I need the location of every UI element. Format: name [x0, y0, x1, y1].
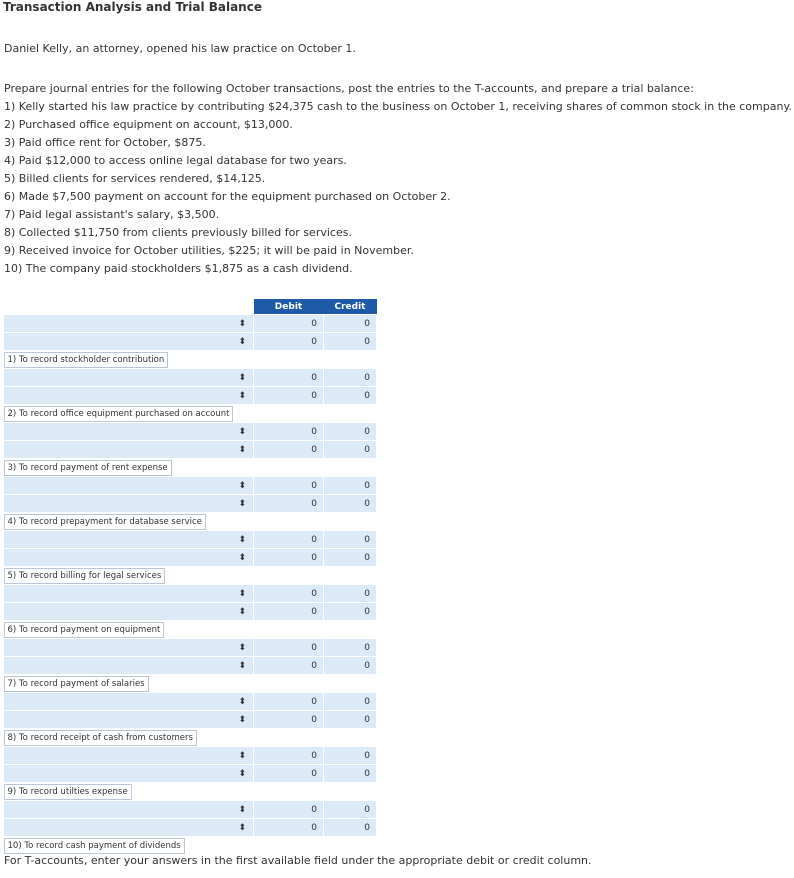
credit-field[interactable]: 0: [324, 711, 377, 729]
transaction-item: 8) Collected $11,750 from clients previously billed for services.: [4, 226, 352, 239]
debit-field[interactable]: 0: [254, 423, 324, 441]
entry-description-cell: [4, 351, 377, 369]
entry-description-row: [4, 621, 377, 639]
select-updown-icon: ⬍: [238, 750, 245, 761]
debit-field[interactable]: 0: [254, 585, 324, 603]
journal-entry-row: [4, 801, 377, 819]
credit-field[interactable]: 0: [324, 441, 377, 459]
page-title: Transaction Analysis and Trial Balance: [3, 0, 262, 14]
account-select[interactable]: [4, 693, 254, 711]
account-select[interactable]: [4, 369, 254, 387]
select-updown-icon: ⬍: [238, 768, 245, 779]
credit-field[interactable]: 0: [324, 531, 377, 549]
journal-body: [4, 315, 377, 855]
entry-description-cell: [4, 459, 377, 477]
account-select[interactable]: [4, 585, 254, 603]
journal-entry-row: [4, 819, 377, 837]
journal-table: [3, 299, 377, 854]
account-select[interactable]: [4, 495, 254, 513]
transaction-item: 10) The company paid stockholders $1,875 as a cash dividend.: [4, 262, 353, 275]
account-select[interactable]: [4, 333, 254, 351]
account-select[interactable]: [4, 315, 254, 333]
debit-field[interactable]: 0: [254, 639, 324, 657]
journal-entry-row: [4, 711, 377, 729]
entry-description-cell: [4, 621, 377, 639]
entry-description-row: [4, 513, 377, 531]
debit-field[interactable]: 0: [254, 819, 324, 837]
debit-field[interactable]: 0: [254, 531, 324, 549]
credit-field[interactable]: 0: [324, 603, 377, 621]
transaction-item: 1) Kelly started his law practice by contributing $24,375 cash to the business on October 1, receiving shares of common stock in the company.: [4, 100, 792, 113]
credit-field[interactable]: 0: [324, 369, 377, 387]
credit-field[interactable]: 0: [324, 765, 377, 783]
debit-header: Debit: [254, 299, 324, 315]
entry-description-cell: [4, 783, 377, 801]
credit-field[interactable]: 0: [324, 333, 377, 351]
debit-field[interactable]: 0: [254, 549, 324, 567]
intro-text: Daniel Kelly, an attorney, opened his law practice on October 1.: [4, 42, 356, 55]
credit-field[interactable]: 0: [324, 747, 377, 765]
debit-field[interactable]: 0: [254, 657, 324, 675]
transaction-item: 6) Made $7,500 payment on account for the equipment purchased on October 2.: [4, 190, 451, 203]
entry-description-cell: [4, 567, 377, 585]
journal-entry-row: [4, 369, 377, 387]
credit-field[interactable]: 0: [324, 585, 377, 603]
select-updown-icon: ⬍: [238, 318, 245, 329]
account-select[interactable]: [4, 477, 254, 495]
credit-field[interactable]: 0: [324, 315, 377, 333]
debit-field[interactable]: 0: [254, 765, 324, 783]
credit-header: Credit: [324, 299, 377, 315]
entry-description-cell: [4, 729, 377, 747]
select-updown-icon: ⬍: [238, 390, 245, 401]
entry-description-cell: [4, 675, 377, 693]
entry-description: 4) To record prepayment for database service: [4, 514, 206, 530]
account-select[interactable]: [4, 531, 254, 549]
select-updown-icon: ⬍: [238, 660, 245, 671]
select-updown-icon: ⬍: [238, 480, 245, 491]
account-select[interactable]: [4, 765, 254, 783]
credit-field[interactable]: 0: [324, 801, 377, 819]
select-updown-icon: ⬍: [238, 426, 245, 437]
account-select[interactable]: [4, 441, 254, 459]
debit-field[interactable]: 0: [254, 369, 324, 387]
select-updown-icon: ⬍: [238, 642, 245, 653]
footnote: For T-accounts, enter your answers in the first available field under the appropriate debit or credit column.: [4, 854, 592, 867]
journal-entry-row: [4, 387, 377, 405]
debit-field[interactable]: 0: [254, 801, 324, 819]
instructions-text: Prepare journal entries for the following October transactions, post the entries to the T-accounts, and prepare a trial balance:: [4, 82, 694, 95]
entry-description-row: [4, 783, 377, 801]
entry-description-row: [4, 567, 377, 585]
account-select[interactable]: [4, 657, 254, 675]
entry-description-row: [4, 405, 377, 423]
credit-field[interactable]: 0: [324, 423, 377, 441]
debit-field[interactable]: 0: [254, 387, 324, 405]
transaction-item: 7) Paid legal assistant's salary, $3,500.: [4, 208, 220, 221]
account-select[interactable]: [4, 423, 254, 441]
select-updown-icon: ⬍: [238, 552, 245, 563]
journal-entry-row: [4, 549, 377, 567]
select-updown-icon: ⬍: [238, 714, 245, 725]
entry-description-row: [4, 459, 377, 477]
account-select[interactable]: [4, 387, 254, 405]
transaction-item: 5) Billed clients for services rendered, $14,125.: [4, 172, 266, 185]
journal-entry-row: [4, 315, 377, 333]
credit-field[interactable]: 0: [324, 549, 377, 567]
entry-description: 9) To record utilties expense: [4, 784, 132, 800]
journal-entry-row: [4, 603, 377, 621]
entry-description: 8) To record receipt of cash from customers: [4, 730, 197, 746]
entry-description-row: [4, 675, 377, 693]
account-select[interactable]: [4, 549, 254, 567]
debit-field[interactable]: 0: [254, 333, 324, 351]
credit-field[interactable]: 0: [324, 819, 377, 837]
account-select[interactable]: [4, 711, 254, 729]
entry-description-cell: [4, 837, 377, 855]
select-updown-icon: ⬍: [238, 336, 245, 347]
entry-description: 3) To record payment of rent expense: [4, 460, 172, 476]
transaction-item: 3) Paid office rent for October, $875.: [4, 136, 206, 149]
journal-entry-row: [4, 657, 377, 675]
entry-description-cell: [4, 405, 377, 423]
credit-field[interactable]: 0: [324, 693, 377, 711]
account-select[interactable]: [4, 801, 254, 819]
transaction-item: 4) Paid $12,000 to access online legal database for two years.: [4, 154, 347, 167]
journal-entry-row: [4, 747, 377, 765]
select-updown-icon: ⬍: [238, 444, 245, 455]
select-updown-icon: ⬍: [238, 588, 245, 599]
account-header: [4, 299, 254, 315]
debit-field[interactable]: 0: [254, 711, 324, 729]
credit-field[interactable]: 0: [324, 387, 377, 405]
select-updown-icon: ⬍: [238, 822, 245, 833]
journal-entry-row: [4, 585, 377, 603]
journal-entry-row: [4, 693, 377, 711]
debit-field[interactable]: 0: [254, 315, 324, 333]
select-updown-icon: ⬍: [238, 498, 245, 509]
account-select[interactable]: [4, 819, 254, 837]
account-select[interactable]: [4, 747, 254, 765]
entry-description-cell: [4, 513, 377, 531]
debit-field[interactable]: 0: [254, 693, 324, 711]
transaction-item: 9) Received invoice for October utilities, $225; it will be paid in November.: [4, 244, 414, 257]
journal-entry-row: [4, 423, 377, 441]
journal-entry-row: [4, 765, 377, 783]
credit-field[interactable]: 0: [324, 477, 377, 495]
entry-description: 1) To record stockholder contribution: [4, 352, 169, 368]
select-updown-icon: ⬍: [238, 606, 245, 617]
entry-description: 6) To record payment on equipment: [4, 622, 165, 638]
transaction-item: 2) Purchased office equipment on account, $13,000.: [4, 118, 293, 131]
account-select[interactable]: [4, 639, 254, 657]
instructions-block: [4, 80, 792, 278]
entry-description: 2) To record office equipment purchased on account: [4, 406, 234, 422]
journal-entry-row: [4, 531, 377, 549]
journal-entry-row: [4, 639, 377, 657]
debit-field[interactable]: 0: [254, 477, 324, 495]
journal-entry-row: [4, 441, 377, 459]
select-updown-icon: ⬍: [238, 804, 245, 815]
credit-field[interactable]: 0: [324, 639, 377, 657]
credit-field[interactable]: 0: [324, 495, 377, 513]
credit-field[interactable]: 0: [324, 657, 377, 675]
entry-description: 7) To record payment of salaries: [4, 676, 149, 692]
account-select[interactable]: [4, 603, 254, 621]
debit-field[interactable]: 0: [254, 495, 324, 513]
select-updown-icon: ⬍: [238, 696, 245, 707]
journal-entry-row: [4, 477, 377, 495]
entry-description: 10) To record cash payment of dividends: [4, 838, 185, 854]
select-updown-icon: ⬍: [238, 534, 245, 545]
journal-entry-row: [4, 333, 377, 351]
debit-field[interactable]: 0: [254, 441, 324, 459]
select-updown-icon: ⬍: [238, 372, 245, 383]
journal-entry-row: [4, 495, 377, 513]
entry-description-row: [4, 729, 377, 747]
debit-field[interactable]: 0: [254, 747, 324, 765]
entry-description: 5) To record billing for legal services: [4, 568, 166, 584]
debit-field[interactable]: 0: [254, 603, 324, 621]
entry-description-row: [4, 837, 377, 855]
entry-description-row: [4, 351, 377, 369]
